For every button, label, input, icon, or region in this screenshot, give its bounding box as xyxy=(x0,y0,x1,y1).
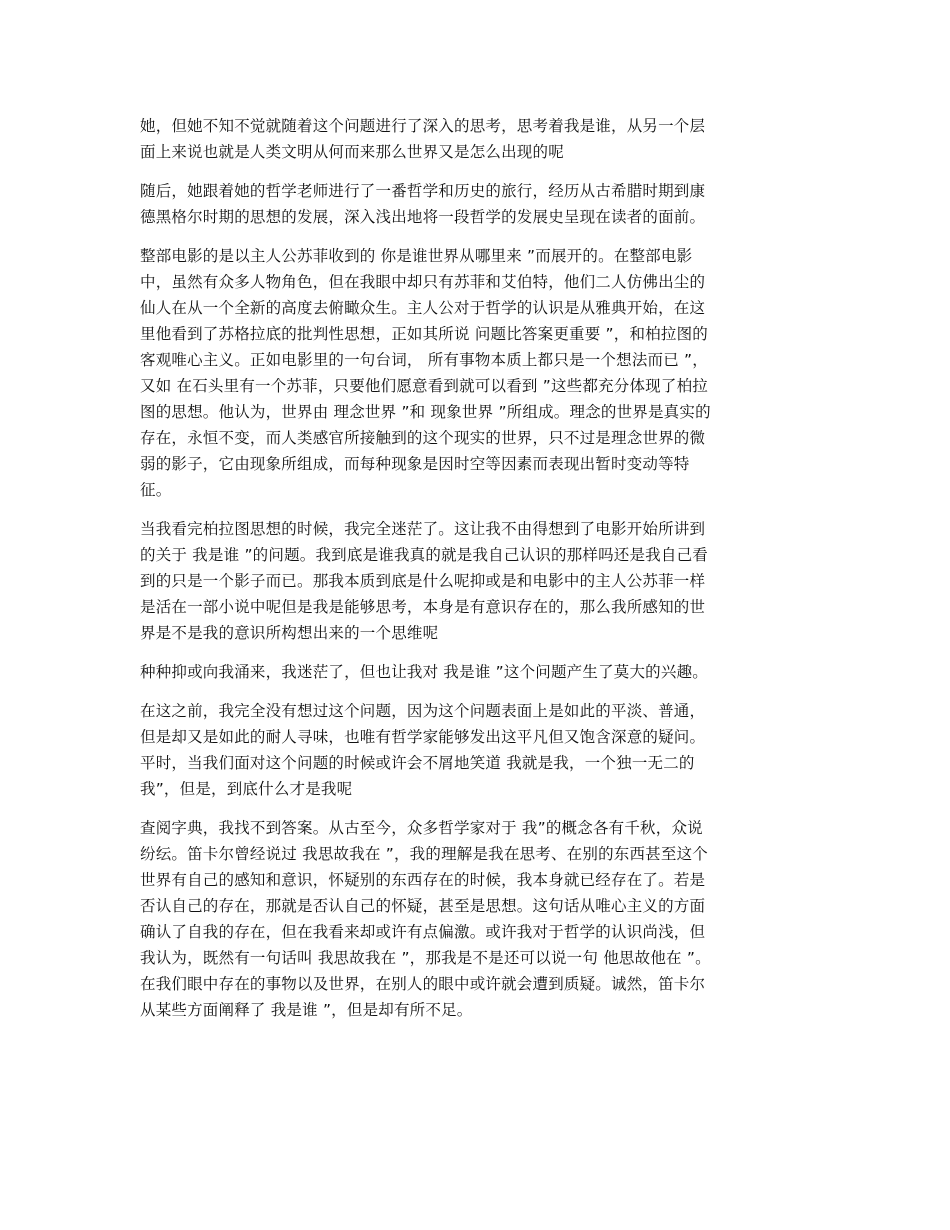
document-body xyxy=(140,113,810,1036)
text-line: 从某些方面阐释了 我是谁 ”，但是却有所不足。 xyxy=(140,1001,473,1019)
text-line: 查阅字典，我找不到答案。从古至今，众多哲学家对于 我”的概念各有千秋，众说 xyxy=(140,819,703,837)
text-line: 世界有自己的感知和意识，怀疑别的东西存在的时候，我本身就已经存在了。若是 xyxy=(140,871,706,889)
text-line: 在这之前，我完全没有想过这个问题，因为这个问题表面上是如此的平淡、普通， xyxy=(140,702,706,720)
text-line: 随后，她跟着她的哲学老师进行了一番哲学和历史的旅行，经历从古希腊时期到康 xyxy=(140,182,706,200)
paragraph xyxy=(140,516,810,646)
text-line: 到的只是一个影子而已。那我本质到底是什么呢抑或是和电影中的主人公苏菲一样 xyxy=(140,572,706,590)
text-line: 中，虽然有众多人物角色，但在我眼中却只有苏菲和艾伯特，他们二人仿佛出尘的 xyxy=(140,273,706,291)
text-line: 我认为，既然有一句话叫 我思故我在 ”，那我是不是还可以说一句 他思故他在 ”。 xyxy=(140,949,711,967)
text-line: 我”，但是，到底什么才是我呢 xyxy=(140,780,353,798)
text-line: 当我看完柏拉图思想的时候，我完全迷茫了。这让我不由得想到了电影开始所讲到 xyxy=(140,520,706,538)
text-line: 否认自己的存在，那就是否认自己的怀疑，甚至是思想。这句话从唯心主义的方面 xyxy=(140,897,706,915)
text-line: 面上来说也就是人类文明从何而来那么世界又是怎么出现的呢 xyxy=(140,143,564,161)
text-line: 客观唯心主义。正如电影里的一句台词， 所有事物本质上都只是一个想法而已 ”， xyxy=(140,351,708,369)
text-line: 是活在一部小说中呢但是我是能够思考，本身是有意识存在的，那么我所感知的世 xyxy=(140,598,706,616)
text-line: 又如 在石头里有一个苏菲，只要他们愿意看到就可以看到 ”这些都充分体现了柏拉 xyxy=(140,377,708,395)
text-line: 的关于 我是谁 ”的问题。我到底是谁我真的就是我自己认识的那样吗还是我自己看 xyxy=(140,546,708,564)
paragraph xyxy=(140,113,810,165)
text-line: 里他看到了苏格拉底的批判性思想，正如其所说 问题比答案更重要 ”，和柏拉图的 xyxy=(140,325,708,343)
text-line: 她，但她不知不觉就随着这个问题进行了深入的思考，思考着我是谁，从另一个层 xyxy=(140,117,706,135)
text-line: 在我们眼中存在的事物以及世界，在别人的眼中或许就会遭到质疑。诚然，笛卡尔 xyxy=(140,975,706,993)
text-line: 仙人在从一个全新的高度去俯瞰众生。主人公对于哲学的认识是从雅典开始，在这 xyxy=(140,299,706,317)
text-line: 整部电影的是以主人公苏菲收到的 你是谁世界从哪里来 ”而展开的。在整部电影 xyxy=(140,247,693,265)
text-line: 种种抑或向我涌来，我迷茫了，但也让我对 我是谁 ”这个问题产生了莫大的兴趣。 xyxy=(140,663,708,681)
text-line: 弱的影子，它由现象所组成，而每种现象是因时空等因素而表现出暂时变动等特 xyxy=(140,455,690,473)
paragraph xyxy=(140,698,810,802)
paragraph xyxy=(140,659,810,685)
text-line: 德黑格尔时期的思想的发展，深入浅出地将一段哲学的发展史呈现在读者的面前。 xyxy=(140,208,706,226)
text-line: 界是不是我的意识所构想出来的一个思维呢 xyxy=(140,624,439,642)
paragraph xyxy=(140,243,810,503)
text-line: 平时，当我们面对这个问题的时候或许会不屑地笑道 我就是我，一个独一无二的 xyxy=(140,754,695,772)
text-line: 征。 xyxy=(140,481,172,499)
text-line: 纷纭。笛卡尔曾经说过 我思故我在 ”，我的理解是我在思考、在别的东西甚至这个 xyxy=(140,845,708,863)
paragraph xyxy=(140,815,810,1023)
text-line: 确认了自我的存在，但在我看来却或许有点偏激。或许我对于哲学的认识尚浅，但 xyxy=(140,923,706,941)
text-line: 图的思想。他认为，世界由 理念世界 ”和 现象世界 ”所组成。理念的世界是真实的 xyxy=(140,403,711,421)
paragraph xyxy=(140,178,810,230)
text-line: 存在，永恒不变，而人类感官所接触到的这个现实的世界，只不过是理念世界的微 xyxy=(140,429,706,447)
text-line: 但是却又是如此的耐人寻味，也唯有哲学家能够发出这平凡但又饱含深意的疑问。 xyxy=(140,728,706,746)
